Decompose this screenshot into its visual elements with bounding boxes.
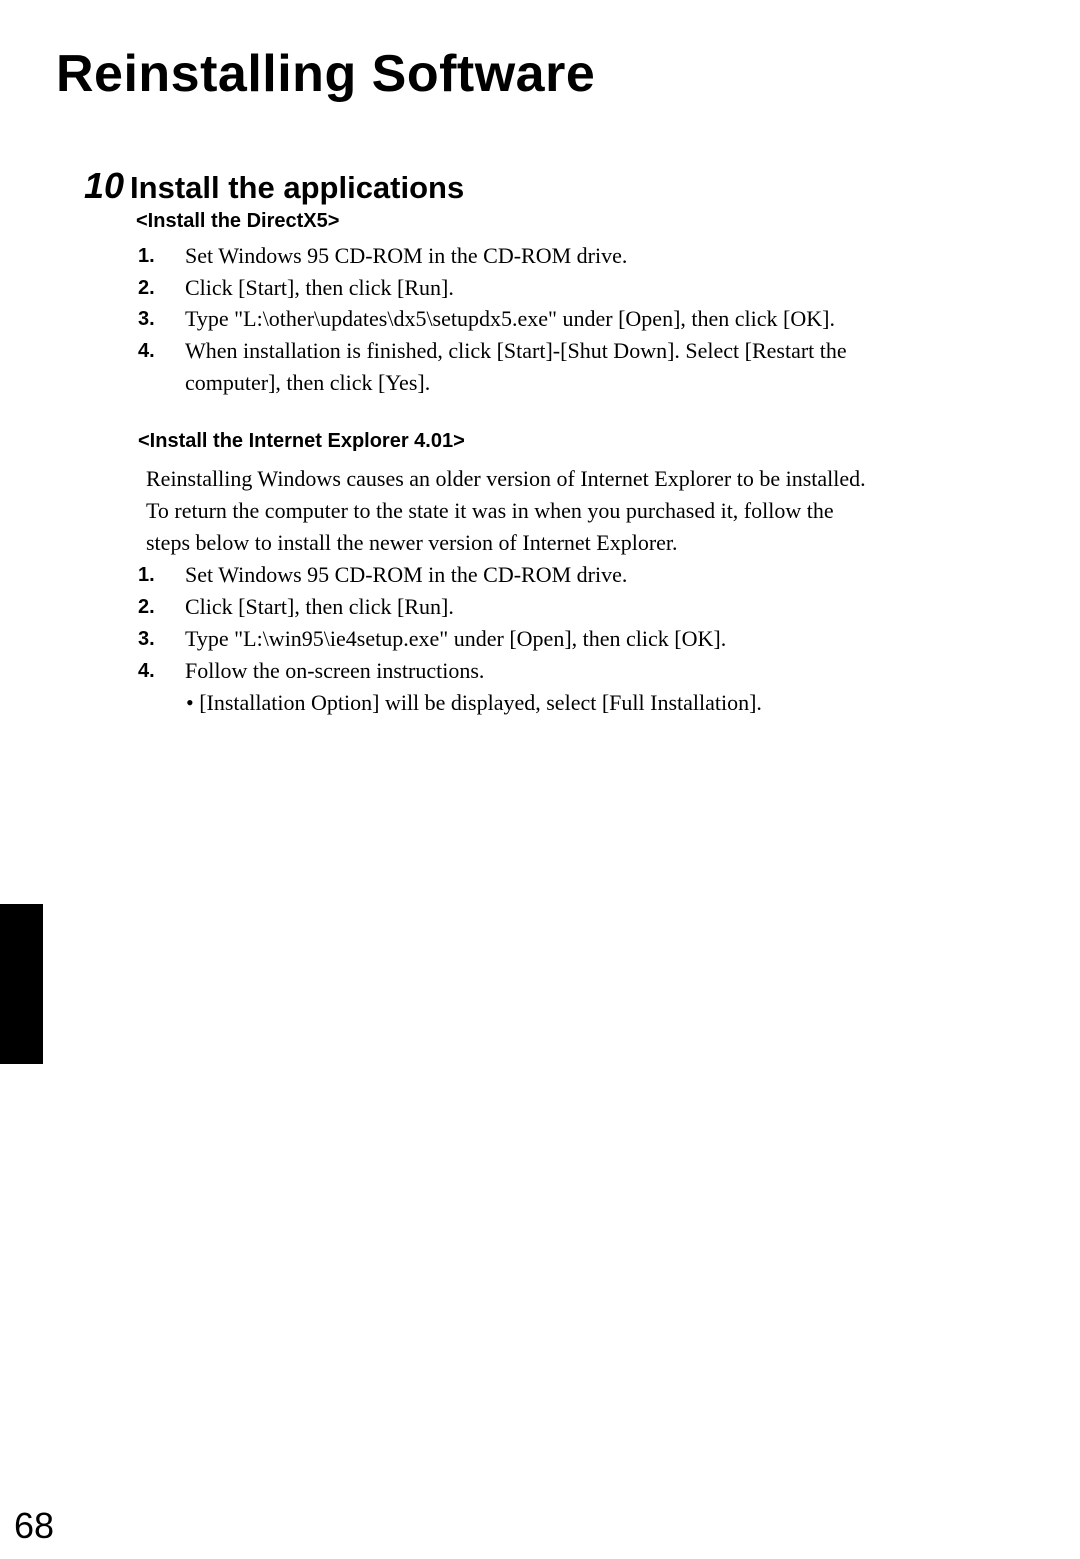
step-text: When installation is finished, click [Start]-[Shut Down]. Select [Restart the: [185, 338, 847, 363]
ie-heading: <Install the Internet Explorer 4.01>: [138, 430, 465, 452]
directx-heading: <Install the DirectX5>: [136, 210, 340, 232]
bullet-note: • [Installation Option] will be displayed, select [Full Installation].: [186, 690, 762, 715]
step-num: 2.: [138, 277, 155, 299]
step-num: 2.: [138, 596, 155, 618]
page-title: Reinstalling Software: [56, 45, 596, 103]
step-text: Follow the on-screen instructions.: [185, 658, 485, 683]
step-text: Type "L:\other\updates\dx5\setupdx5.exe" under [Open], then click [OK].: [185, 306, 835, 331]
step-text: Click [Start], then click [Run].: [185, 594, 454, 619]
intro-line: steps below to install the newer version of Internet Explorer.: [146, 530, 678, 555]
step-text: Type "L:\win95\ie4setup.exe" under [Open], then click [OK].: [185, 626, 727, 651]
step-text: Set Windows 95 CD-ROM in the CD-ROM drive.: [185, 562, 628, 587]
step-num: 1.: [138, 245, 155, 267]
step-num: 3.: [138, 628, 155, 650]
step-heading: [84, 165, 464, 207]
section-tab-marker: [0, 904, 43, 1064]
step-number: 10: [84, 165, 125, 206]
step-num: 4.: [138, 340, 155, 362]
intro-line: Reinstalling Windows causes an older version of Internet Explorer to be installed.: [146, 466, 866, 491]
step-num: 1.: [138, 564, 155, 586]
step-title: Install the applications: [130, 170, 465, 205]
step-text: Set Windows 95 CD-ROM in the CD-ROM drive.: [185, 243, 628, 268]
step-text-cont: computer], then click [Yes].: [185, 370, 431, 395]
step-num: 4.: [138, 660, 155, 682]
page-number: 68: [14, 1505, 55, 1546]
step-num: 3.: [138, 308, 155, 330]
intro-line: To return the computer to the state it was in when you purchased it, follow the: [146, 498, 834, 523]
step-text: Click [Start], then click [Run].: [185, 275, 454, 300]
